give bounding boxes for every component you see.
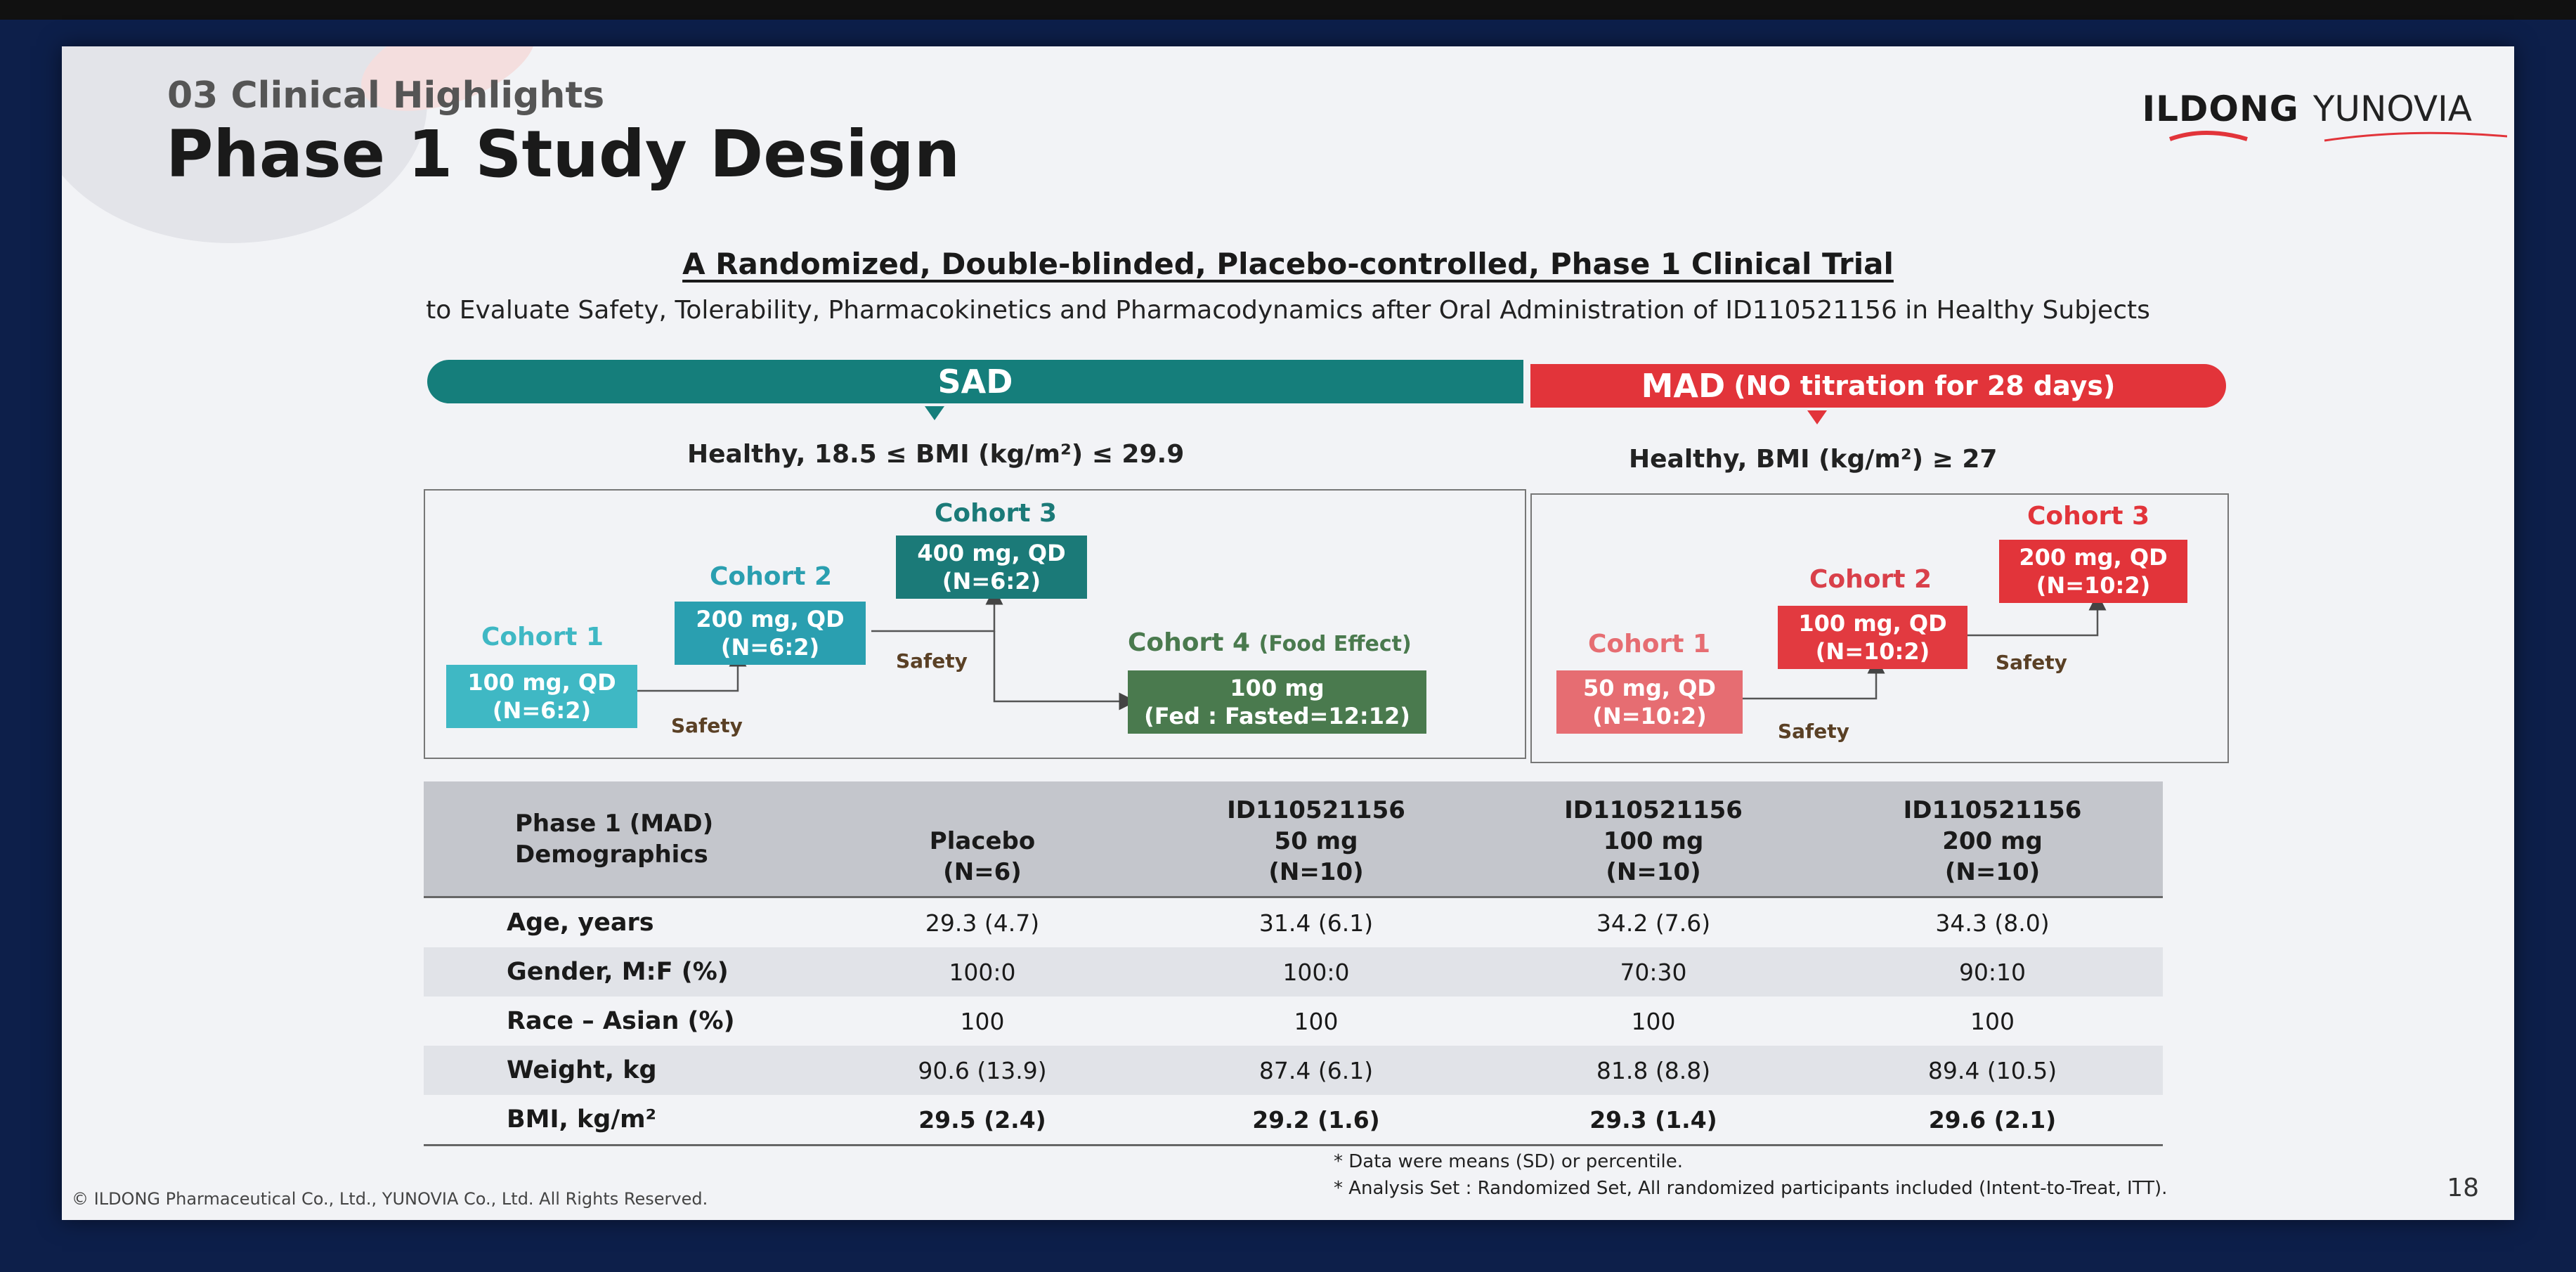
row-label-gender: Gender, M:F (%) [424, 947, 817, 997]
section-label: 03 Clinical Highlights [167, 74, 605, 117]
mad-cohort-1-box: 50 mg, QD (N=10:2) [1556, 670, 1743, 734]
table-cell: 31.4 (6.1) [1258, 909, 1374, 937]
table-cell: 100 [960, 1007, 1005, 1035]
table-cell: 29.5 (2.4) [817, 1095, 1147, 1146]
logo-yunovia: YUNOVIA [2312, 89, 2472, 129]
table-cell: 90:10 [1822, 947, 2163, 997]
logo-ildong: ILDONG [2142, 89, 2299, 129]
mad-cohort-2-box: 100 mg, QD (N=10:2) [1778, 606, 1967, 669]
copyright-notice: © ILDONG Pharmaceutical Co., Ltd., YUNOVIA Co., Ltd. All Rights Reserved. [72, 1189, 708, 1209]
table-cell: 90.6 (13.9) [817, 1046, 1147, 1095]
table-cell: 100:0 [817, 947, 1147, 997]
table-header-row [424, 781, 2163, 897]
table-cell: 34.3 (8.0) [1935, 909, 2050, 937]
row-label-race: Race – Asian (%) [507, 1007, 735, 1035]
logo-swoosh-icon [2142, 129, 2507, 143]
sad-cohort-2-label: Cohort 2 [710, 562, 833, 591]
table-cell: 70:30 [1485, 947, 1822, 997]
row-label-bmi: BMI, kg/m² [424, 1095, 817, 1146]
header-cell-100mg: ID110521156 100 mg (N=10) [1485, 781, 1822, 897]
sad-safety-1: Safety [671, 714, 743, 737]
screen-bezel [0, 0, 2576, 20]
table-cell: 34.2 (7.6) [1596, 909, 1711, 937]
footnote-1: * Data were means (SD) or percentile. [1334, 1151, 1684, 1172]
sad-cohort-panel [424, 489, 1526, 759]
sad-cohort-3-box: 400 mg, QD (N=6:2) [896, 536, 1087, 599]
mad-safety-1: Safety [1778, 720, 1849, 743]
sad-population: Healthy, 18.5 ≤ BMI (kg/m²) ≤ 29.9 [687, 440, 1185, 469]
page-number: 18 [2447, 1174, 2479, 1202]
table-cell: 81.8 (8.8) [1485, 1046, 1822, 1095]
demographics-table-wrap [424, 781, 2163, 1146]
mad-cohort-2-label: Cohort 2 [1809, 565, 1932, 594]
mad-banner: MAD (NO titration for 28 days) [1530, 364, 2226, 408]
table-cell: 87.4 (6.1) [1147, 1046, 1485, 1095]
mad-cohort-3-box: 200 mg, QD (N=10:2) [1999, 540, 2187, 603]
table-cell: 100:0 [1147, 947, 1485, 997]
sad-banner: SAD [427, 360, 1523, 403]
table-row [424, 1095, 2163, 1146]
trial-title: A Randomized, Double-blinded, Placebo-controlled, Phase 1 Clinical Trial [682, 247, 1894, 281]
page-title: Phase 1 Study Design [166, 117, 961, 192]
sad-safety-2: Safety [896, 649, 968, 673]
header-cell-50mg: ID110521156 50 mg (N=10) [1147, 781, 1485, 897]
mad-cohort-panel [1530, 493, 2229, 763]
table-cell: 29.2 (1.6) [1147, 1095, 1485, 1146]
header-cell-demographics: Phase 1 (MAD) Demographics [424, 781, 817, 897]
mad-cohort-3-label: Cohort 3 [2027, 502, 2150, 531]
table-cell: 100 [1294, 1007, 1339, 1035]
sad-cohort-4-box: 100 mg (Fed : Fasted=12:12) [1128, 670, 1426, 734]
row-label-age: Age, years [507, 909, 654, 937]
mad-cohort-1-label: Cohort 1 [1588, 630, 1711, 658]
company-logo [2142, 89, 2472, 129]
table-row [424, 897, 2163, 948]
footnotes [1334, 1148, 2167, 1202]
sad-cohort-3-label: Cohort 3 [935, 499, 1058, 528]
sad-cohort-4-label: Cohort 4 (Food Effect) [1128, 628, 1412, 657]
table-row [424, 947, 2163, 997]
table-cell: 29.3 (1.4) [1485, 1095, 1822, 1146]
table-cell: 29.6 (2.1) [1822, 1095, 2163, 1146]
table-cell: 89.4 (10.5) [1822, 1046, 2163, 1095]
sad-cohort-2-box: 200 mg, QD (N=6:2) [675, 602, 866, 665]
footnote-2: * Analysis Set : Randomized Set, All randomized participants included (Intent-to-Treat, ITT). [1334, 1178, 2168, 1199]
row-label-weight: Weight, kg [424, 1046, 817, 1095]
table-cell: 100 [1631, 1007, 1676, 1035]
sad-pointer-icon [925, 406, 944, 420]
mad-safety-2: Safety [1996, 651, 2067, 674]
mad-pointer-icon [1807, 410, 1827, 424]
table-row [424, 1046, 2163, 1095]
table-cell: 100 [1970, 1007, 2015, 1035]
sad-cohort-1-box: 100 mg, QD (N=6:2) [446, 665, 637, 728]
sad-cohort-1-label: Cohort 1 [481, 623, 604, 651]
demographics-table [424, 781, 2163, 1146]
header-cell-placebo: Placebo (N=6) [817, 781, 1147, 897]
table-cell: 29.3 (4.7) [925, 909, 1040, 937]
slide [62, 46, 2514, 1220]
table-row [424, 997, 2163, 1046]
header-cell-200mg: ID110521156 200 mg (N=10) [1822, 781, 2163, 897]
mad-population: Healthy, BMI (kg/m²) ≥ 27 [1629, 445, 1998, 474]
trial-subtitle: to Evaluate Safety, Tolerability, Pharmacokinetics and Pharmacodynamics after Oral Administration of ID110521156 in Healthy Subjects [426, 296, 2150, 325]
